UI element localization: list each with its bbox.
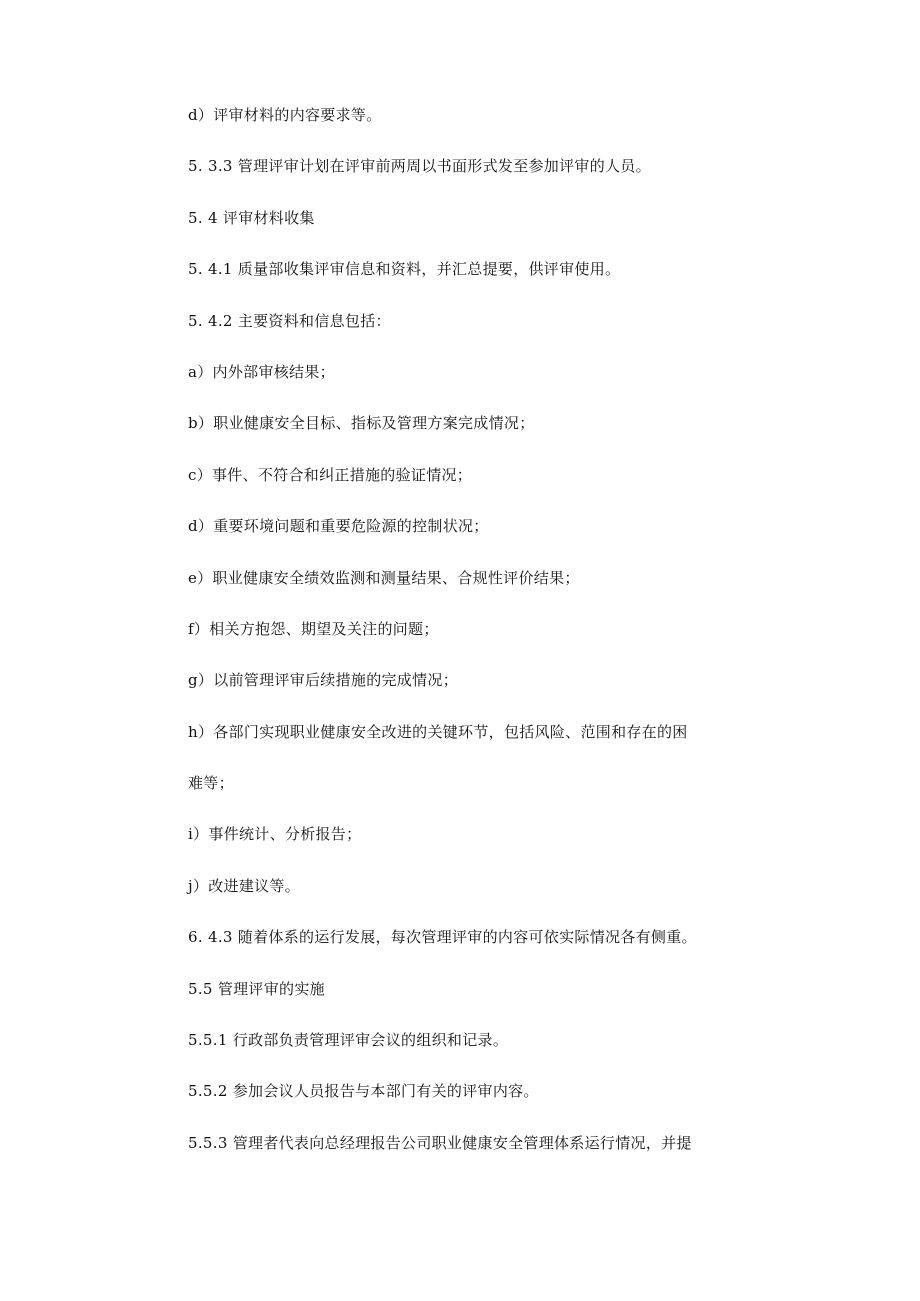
text-line: 5. 4.1 质量部收集评审信息和资料，并汇总提要，供评审使用。 bbox=[188, 260, 621, 279]
text-line: 5.5.2 参加会议人员报告与本部门有关的评审内容。 bbox=[188, 1082, 539, 1101]
text-line: f）相关方抱怨、期望及关注的问题； bbox=[188, 619, 439, 638]
text-line: a）内外部审核结果； bbox=[188, 362, 335, 381]
text-line: i）事件统计、分析报告； bbox=[188, 825, 362, 844]
text-line: c）事件、不符合和纠正措施的验证情况； bbox=[188, 465, 473, 484]
text-line: e）职业健康安全绩效监测和测量结果、合规性评价结果； bbox=[188, 568, 580, 587]
text-line: d）重要环境问题和重要危险源的控制状况； bbox=[188, 517, 489, 536]
text-line: b）职业健康安全目标、指标及管理方案完成情况； bbox=[188, 414, 535, 433]
text-line: 5.5.3 管理者代表向总经理报告公司职业健康安全管理体系运行情况，并提 bbox=[188, 1133, 692, 1152]
text-line: 难等； bbox=[188, 774, 234, 793]
text-line: 5. 3.3 管理评审计划在评审前两周以书面形式发至参加评审的人员。 bbox=[188, 157, 651, 176]
text-line: j）改进建议等。 bbox=[188, 876, 301, 895]
text-line: 5.5.1 行政部负责管理评审会议的组织和记录。 bbox=[188, 1031, 509, 1050]
text-line: g）以前管理评审后续措施的完成情况； bbox=[188, 671, 459, 690]
text-line: 5. 4.2 主要资料和信息包括： bbox=[188, 311, 391, 330]
document-body bbox=[188, 100, 768, 1179]
text-line: h）各部门实现职业健康安全改进的关键环节，包括风险、范围和存在的困 bbox=[188, 722, 688, 741]
text-line: 6. 4.3 随着体系的运行发展，每次管理评审的内容可依实际情况各有侧重。 bbox=[188, 928, 697, 947]
text-line: 5.5 管理评审的实施 bbox=[188, 979, 325, 998]
text-line: d）评审材料的内容要求等。 bbox=[188, 106, 382, 124]
text-line: 5. 4 评审材料收集 bbox=[188, 208, 315, 227]
